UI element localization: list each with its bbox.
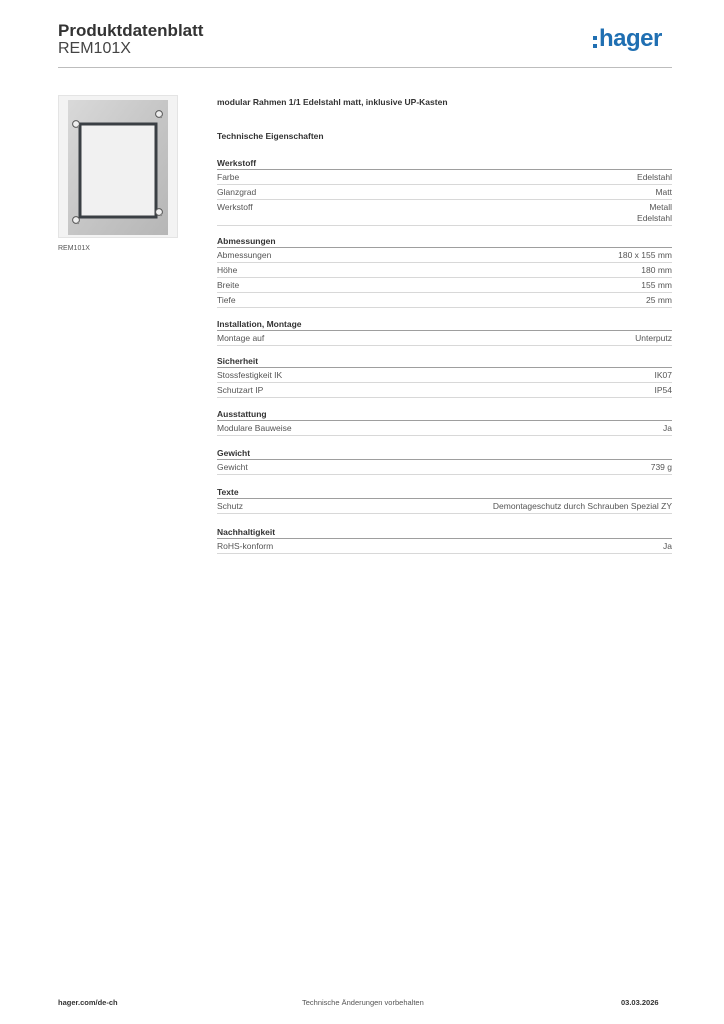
table-row — [217, 460, 672, 475]
row-value: IP54 — [654, 385, 672, 395]
section-title: Nachhaltigkeit — [217, 526, 672, 539]
row-value: Matt — [655, 187, 672, 197]
row-value: 180 mm — [641, 265, 672, 275]
properties-heading: Technische Eigenschaften — [217, 131, 324, 141]
section-nachhaltigkeit — [217, 526, 672, 554]
table-row — [217, 170, 672, 185]
table-row — [217, 248, 672, 263]
row-label: Stossfestigkeit IK — [217, 370, 283, 380]
row-value: IK07 — [654, 370, 672, 380]
section-werkstoff — [217, 157, 672, 226]
table-row — [217, 331, 672, 346]
row-value: Edelstahl — [637, 172, 672, 182]
section-title: Ausstattung — [217, 408, 672, 421]
table-row — [217, 293, 672, 308]
footer-website-link[interactable]: hager.com/de-ch — [58, 998, 118, 1007]
row-value: 739 g — [650, 462, 672, 472]
table-row — [217, 368, 672, 383]
row-label: Breite — [217, 280, 240, 290]
table-row — [217, 499, 672, 514]
section-abmessungen — [217, 235, 672, 308]
row-label: Werkstoff — [217, 202, 253, 212]
section-title: Gewicht — [217, 447, 672, 460]
row-value-line: Metall — [649, 202, 672, 212]
row-label: Glanzgrad — [217, 187, 257, 197]
section-title: Texte — [217, 486, 672, 499]
row-label: Gewicht — [217, 462, 248, 472]
footer-date: 03.03.2026 — [621, 998, 659, 1007]
page-title: Produktdatenblatt — [58, 21, 204, 40]
table-row — [217, 421, 672, 436]
row-value: 180 x 155 mm — [618, 250, 672, 260]
row-label: Schutz — [217, 501, 243, 511]
logo-text: hager — [599, 25, 662, 52]
row-value-line: Edelstahl — [637, 213, 672, 223]
row-value: Unterputz — [635, 333, 672, 343]
row-label: Höhe — [217, 265, 238, 275]
section-title: Werkstoff — [217, 157, 672, 170]
table-row — [217, 263, 672, 278]
row-label: Schutzart IP — [217, 385, 264, 395]
row-label: Abmessungen — [217, 250, 272, 260]
product-image — [58, 95, 178, 238]
product-code: REM101X — [58, 40, 131, 57]
logo-dots-icon — [593, 36, 597, 52]
header-divider — [58, 67, 672, 68]
row-label: Tiefe — [217, 295, 236, 305]
section-title: Abmessungen — [217, 235, 672, 248]
row-value — [637, 202, 672, 224]
row-label: RoHS-konform — [217, 541, 274, 551]
table-row — [217, 278, 672, 293]
section-title: Sicherheit — [217, 355, 672, 368]
section-gewicht — [217, 447, 672, 475]
table-row — [217, 383, 672, 398]
row-value: Demontageschutz durch Schrauben Spezial ZY — [492, 501, 672, 511]
section-sicherheit — [217, 355, 672, 398]
image-caption: REM101X — [58, 245, 90, 252]
section-ausstattung — [217, 408, 672, 436]
stainless-frame-image — [68, 100, 168, 235]
section-texte — [217, 486, 672, 514]
product-description: modular Rahmen 1/1 Edelstahl matt, inklusive UP-Kasten — [217, 97, 448, 107]
row-value: Ja — [663, 541, 672, 551]
footer-disclaimer: Technische Änderungen vorbehalten — [302, 998, 424, 1007]
row-value: 25 mm — [646, 295, 672, 305]
section-installation — [217, 318, 672, 346]
row-label: Montage auf — [217, 333, 265, 343]
row-label: Farbe — [217, 172, 240, 182]
section-title: Installation, Montage — [217, 318, 672, 331]
table-row — [217, 185, 672, 200]
row-label: Modulare Bauweise — [217, 423, 292, 433]
row-value: 155 mm — [641, 280, 672, 290]
row-value: Ja — [663, 423, 672, 433]
table-row — [217, 539, 672, 554]
table-row — [217, 200, 672, 226]
